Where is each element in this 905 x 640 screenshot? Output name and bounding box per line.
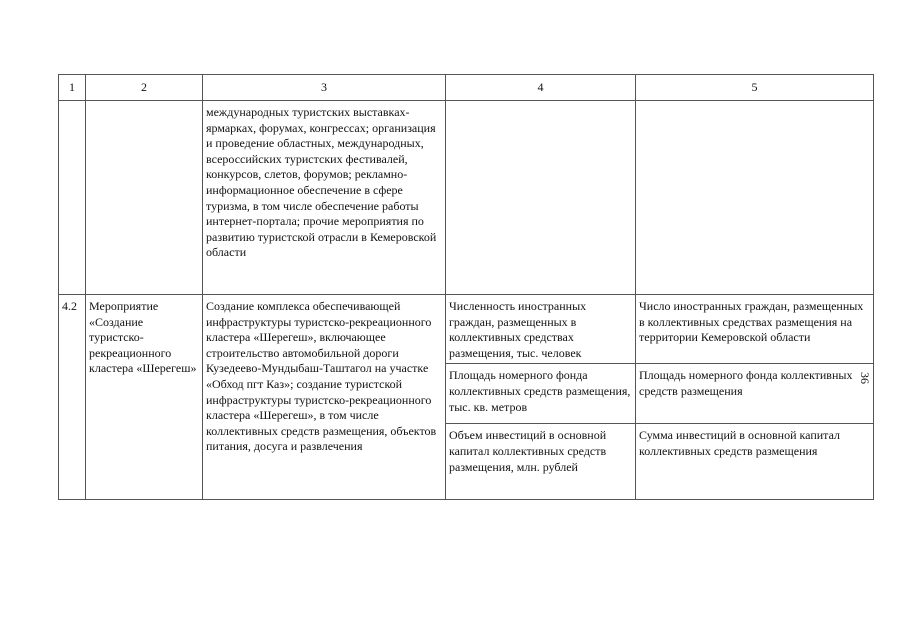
row-number: 4.2 <box>59 295 86 500</box>
activity-description: Создание комплекса обеспечивающей инфраструктуры туристско-рекреационного кластера «Шерегеш», включающее строительство автомобильной дороги Кузедеево-Мундыбаш-Таштагол на участке «Обход пгт Каз»; создание туристской инфраструктуры туристско-рекреационного кластера «Шерегеш», в том числе коллективных средств размещения, объектов питания, досуга и развлечения <box>203 295 446 500</box>
indicator-name-2: Площадь номерного фонда коллективных средств размещения, тыс. кв. метров <box>446 364 636 424</box>
header-cell-1: 1 <box>59 75 86 101</box>
continuation-text: международных туристских выставках-ярмарках, форумах, конгрессах; организация и проведение областных, международных, всероссийских туристских фестивалей, конкурсов, слетов, форумов; рекламно-информационное обеспечение в сфере туризма, в том числе обеспечение работы интернет-портала; прочие мероприятия по развитию туристской отрасли в Кемеровской области <box>203 101 446 295</box>
continuation-cell-2 <box>86 101 203 295</box>
continuation-cell-1 <box>59 101 86 295</box>
indicator-name-1: Численность иностранных граждан, размещенных в коллективных средствах размещения, тыс. человек <box>446 295 636 364</box>
continuation-cell-4 <box>446 101 636 295</box>
row-4-2-first <box>59 295 874 364</box>
activity-name: Мероприятие «Создание туристско-рекреационного кластера «Шерегеш» <box>86 295 203 500</box>
continuation-row <box>59 101 874 295</box>
header-cell-5: 5 <box>636 75 874 101</box>
header-cell-3: 3 <box>203 75 446 101</box>
program-table <box>58 74 874 500</box>
indicator-definition-2: Площадь номерного фонда коллективных средств размещения <box>636 364 874 424</box>
header-cell-4: 4 <box>446 75 636 101</box>
indicator-definition-1: Число иностранных граждан, размещенных в коллективных средствах размещения на территории Кемеровской области <box>636 295 874 364</box>
header-row <box>59 75 874 101</box>
header-cell-2: 2 <box>86 75 203 101</box>
page-number: 36 <box>858 372 872 384</box>
continuation-cell-5 <box>636 101 874 295</box>
indicator-definition-3: Сумма инвестиций в основной капитал коллективных средств размещения <box>636 424 874 500</box>
indicator-name-3: Объем инвестиций в основной капитал коллективных средств размещения, млн. рублей <box>446 424 636 500</box>
